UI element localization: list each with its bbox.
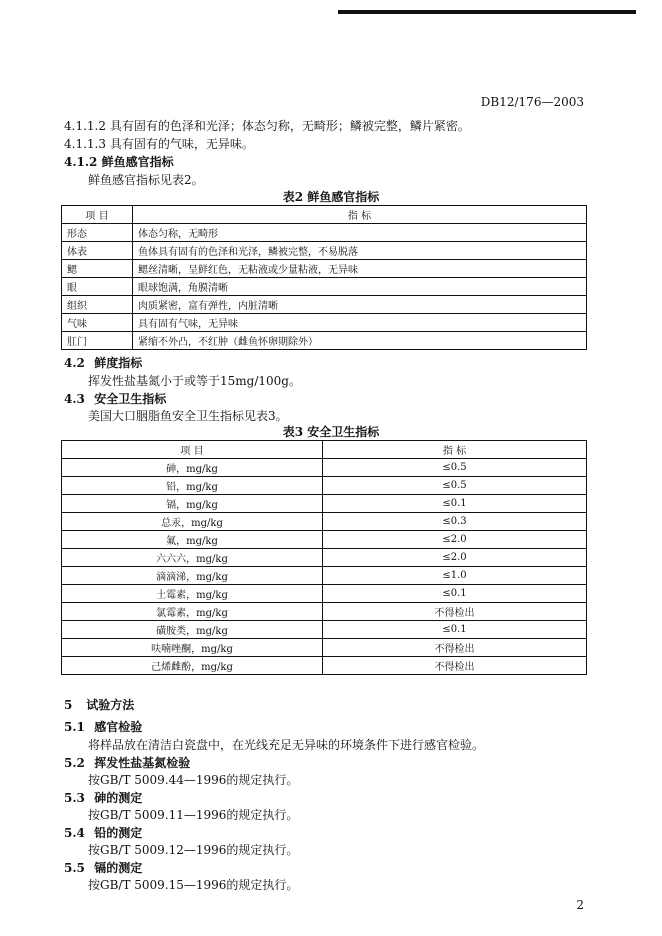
section-title: 挥发性盐基氮检验	[94, 756, 191, 770]
section-5-5-body: 按GB/T 5009.15—1996的规定执行。	[88, 878, 299, 892]
table-row	[62, 657, 587, 675]
section-title: 铅的测定	[94, 826, 143, 840]
section-4-2-body: 挥发性盐基氮小于或等于15mg/100g。	[88, 374, 301, 388]
table-header-row	[62, 441, 587, 459]
section-5-4-heading	[64, 824, 142, 841]
table-cell: 己烯雌酚，mg/kg	[62, 657, 323, 675]
section-title: 试验方法	[86, 698, 135, 712]
table-row	[62, 477, 587, 495]
page-number: 2	[576, 898, 584, 912]
column-header: 指 标	[323, 441, 587, 459]
section-4-1-2-body: 鲜鱼感官指标见表2。	[88, 173, 204, 187]
section-5-2-body: 按GB/T 5009.44—1996的规定执行。	[88, 773, 299, 787]
section-number: 5.3	[64, 791, 85, 805]
table-cell: 氟，mg/kg	[62, 531, 323, 549]
table-cell: 鳃	[62, 260, 133, 278]
table-cell: 肉质紧密，富有弹性，内脏清晰	[133, 296, 587, 314]
table-row	[62, 459, 587, 477]
column-header: 项 目	[62, 206, 133, 224]
table-cell: 不得检出	[323, 657, 587, 675]
column-header: 项 目	[62, 441, 323, 459]
table2	[61, 205, 587, 350]
section-title: 安全卫生指标	[94, 392, 167, 406]
table-row	[62, 242, 587, 260]
table-row	[62, 332, 587, 350]
clause-text: 具有固有的气味，无异味。	[109, 137, 254, 151]
table-cell: 气味	[62, 314, 133, 332]
table-cell: 不得检出	[323, 603, 587, 621]
clause-number: 4.1.1.2	[64, 119, 106, 133]
section-4-2-heading	[64, 354, 142, 371]
table-row	[62, 549, 587, 567]
table-row	[62, 278, 587, 296]
table3-caption: 表3 安全卫生指标	[282, 425, 380, 439]
table-cell: 组织	[62, 296, 133, 314]
table-cell: ≤2.0	[323, 549, 587, 567]
table-cell: 土霉素，mg/kg	[62, 585, 323, 603]
table-cell: ≤0.5	[323, 459, 587, 477]
table-cell: 滴滴涕，mg/kg	[62, 567, 323, 585]
clause-text: 具有固有的色泽和光泽；体态匀称，无畸形；鳞被完整，鳞片紧密。	[109, 119, 470, 133]
section-5-3-heading	[64, 789, 142, 806]
clause-4-1-1-2	[64, 117, 470, 134]
table-cell: ≤0.3	[323, 513, 587, 531]
table-row	[62, 314, 587, 332]
table-cell: 眼	[62, 278, 133, 296]
section-number: 5.1	[64, 720, 85, 734]
table-cell: 紧缩不外凸，不红肿（雌鱼怀卵期除外）	[133, 332, 587, 350]
section-4-1-2-heading	[64, 153, 174, 170]
table-row	[62, 531, 587, 549]
table-cell: 磺胺类，mg/kg	[62, 621, 323, 639]
section-5-heading	[64, 696, 134, 713]
table-cell: 不得检出	[323, 639, 587, 657]
table-row	[62, 603, 587, 621]
table-cell: ≤0.5	[323, 477, 587, 495]
table-cell: ≤2.0	[323, 531, 587, 549]
section-number: 4.2	[64, 356, 85, 370]
table-cell: 体表	[62, 242, 133, 260]
table-cell: 镉，mg/kg	[62, 495, 323, 513]
table-cell: 肛门	[62, 332, 133, 350]
table-cell: 形态	[62, 224, 133, 242]
section-number: 5	[64, 698, 73, 712]
section-5-2-heading	[64, 754, 190, 771]
standard-code: DB12/176—2003	[480, 95, 584, 109]
section-title: 感官检验	[94, 720, 143, 734]
table-cell: 鳃丝清晰，呈鲜红色，无粘液或少量粘液，无异味	[133, 260, 587, 278]
table-row	[62, 296, 587, 314]
table-cell: 具有固有气味，无异味	[133, 314, 587, 332]
table-row	[62, 621, 587, 639]
table-row	[62, 567, 587, 585]
clause-number: 4.1.1.3	[64, 137, 106, 151]
clause-4-1-1-3	[64, 135, 254, 152]
table2-caption: 表2 鲜鱼感官指标	[282, 190, 380, 204]
table-row	[62, 513, 587, 531]
section-number: 4.1.2	[64, 155, 98, 169]
table-cell: 体态匀称，无畸形	[133, 224, 587, 242]
table-row	[62, 639, 587, 657]
section-5-3-body: 按GB/T 5009.11—1996的规定执行。	[88, 808, 299, 822]
section-title: 鲜度指标	[94, 356, 143, 370]
section-5-1-heading	[64, 718, 142, 735]
table3	[61, 440, 587, 675]
table-cell: 砷，mg/kg	[62, 459, 323, 477]
section-number: 5.4	[64, 826, 85, 840]
section-number: 4.3	[64, 392, 85, 406]
section-5-5-heading	[64, 859, 142, 876]
header-rule	[338, 10, 636, 14]
section-number: 5.5	[64, 861, 85, 875]
table-cell: 六六六，mg/kg	[62, 549, 323, 567]
table-cell: ≤0.1	[323, 585, 587, 603]
section-4-3-heading	[64, 390, 166, 407]
section-4-3-body: 美国大口胭脂鱼安全卫生指标见表3。	[88, 409, 288, 423]
section-title: 鲜鱼感官指标	[101, 155, 174, 169]
table-cell: 鱼体具有固有的色泽和光泽，鳞被完整，不易脱落	[133, 242, 587, 260]
section-title: 砷的测定	[94, 791, 143, 805]
table-cell: 铅，mg/kg	[62, 477, 323, 495]
column-header: 指 标	[133, 206, 587, 224]
table-cell: 呋喃唑酮，mg/kg	[62, 639, 323, 657]
table-row	[62, 495, 587, 513]
table-cell: 眼球饱满，角膜清晰	[133, 278, 587, 296]
table-row	[62, 260, 587, 278]
table-cell: ≤1.0	[323, 567, 587, 585]
table-cell: ≤0.1	[323, 621, 587, 639]
table-cell: 总汞，mg/kg	[62, 513, 323, 531]
section-5-4-body: 按GB/T 5009.12—1996的规定执行。	[88, 843, 299, 857]
table-row	[62, 585, 587, 603]
section-title: 镉的测定	[94, 861, 143, 875]
table-cell: 氯霉素，mg/kg	[62, 603, 323, 621]
section-5-1-body: 将样品放在清洁白瓷盘中，在光线充足无异味的环境条件下进行感官检验。	[88, 738, 485, 752]
table-header-row	[62, 206, 587, 224]
table-row	[62, 224, 587, 242]
section-number: 5.2	[64, 756, 85, 770]
table-cell: ≤0.1	[323, 495, 587, 513]
